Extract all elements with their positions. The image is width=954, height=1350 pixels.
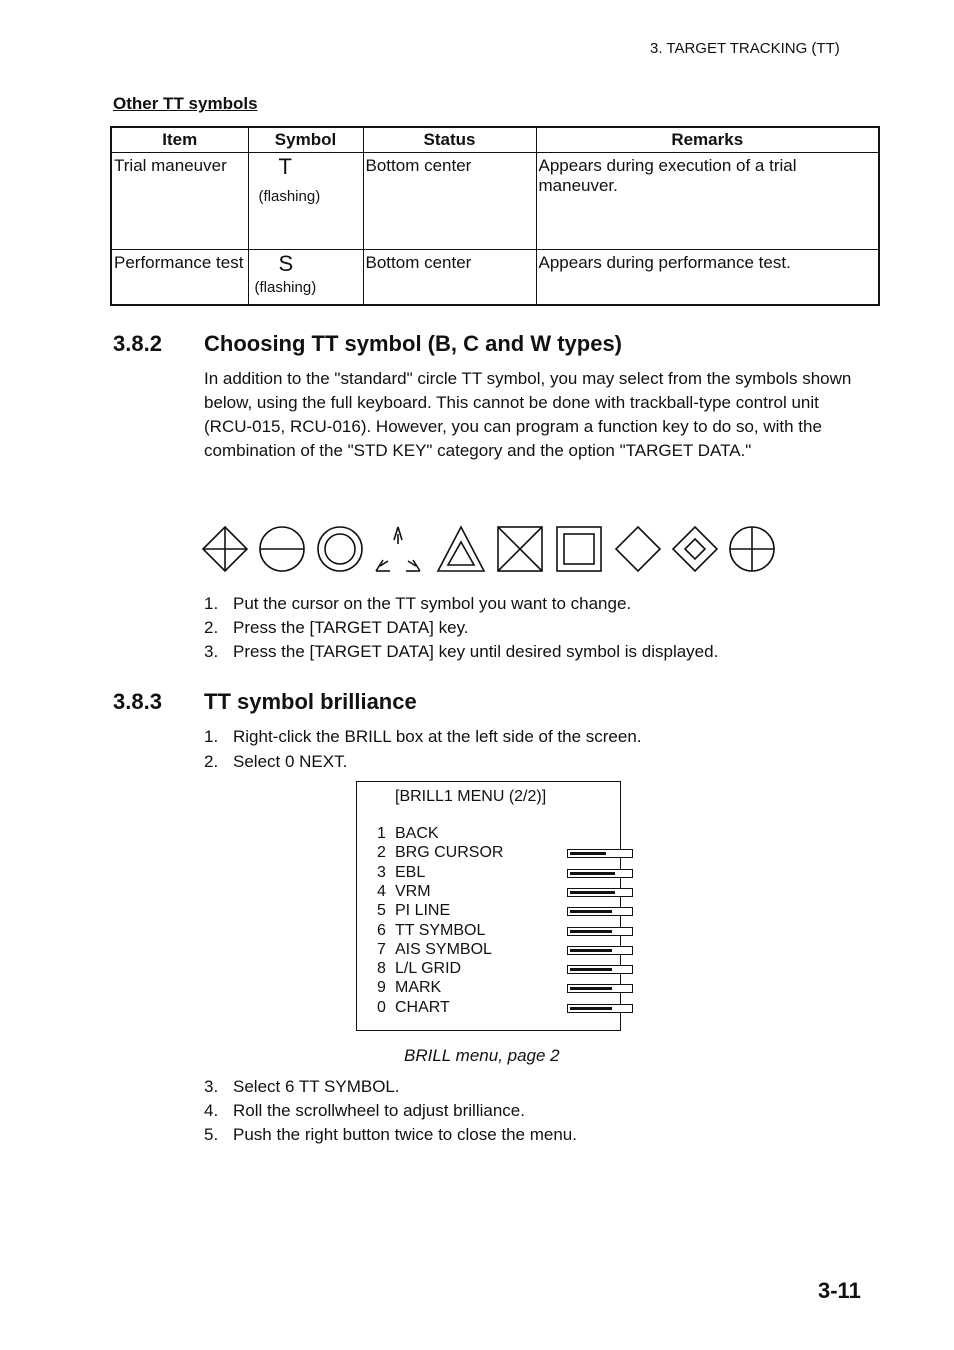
step-text: Select 6 TT SYMBOL. xyxy=(233,1077,400,1096)
step-text: Right-click the BRILL box at the left side of the screen. xyxy=(233,727,642,746)
brilliance-level-fill xyxy=(570,949,612,952)
brilliance-level-fill xyxy=(570,930,612,933)
menu-item-number: 1 xyxy=(377,825,386,842)
menu-item-number: 0 xyxy=(377,998,386,1016)
cell-item: Trial maneuver xyxy=(111,153,248,250)
step-text: Put the cursor on the TT symbol you want to change. xyxy=(233,594,632,613)
double-diamond-icon xyxy=(673,527,717,571)
menu-item[interactable] xyxy=(377,922,617,941)
column-header-symbol: Symbol xyxy=(248,127,363,153)
menu-item-label: TT SYMBOL xyxy=(395,921,486,939)
step-text: Press the [TARGET DATA] key. xyxy=(233,618,469,637)
circle-cross-icon xyxy=(730,527,774,571)
menu-title: [BRILL1 MENU (2/2)] xyxy=(395,788,547,805)
section-number: 3.8.3 xyxy=(113,689,162,714)
menu-item[interactable] xyxy=(377,941,617,960)
menu-item[interactable] xyxy=(377,979,617,998)
cell-remarks: Appears during execution of a trial maneuver. xyxy=(536,153,879,250)
performance-test-symbol: S xyxy=(278,251,294,276)
brilliance-level-bar[interactable] xyxy=(567,907,633,916)
list-item xyxy=(204,1075,844,1099)
step-text: Push the right button twice to close the menu. xyxy=(233,1125,577,1144)
step-text: Roll the scrollwheel to adjust brilliance. xyxy=(233,1101,525,1120)
brilliance-level-bar[interactable] xyxy=(567,984,633,993)
menu-item-label: BACK xyxy=(395,825,439,842)
double-circle-icon xyxy=(318,527,362,571)
brilliance-level-fill xyxy=(570,852,606,855)
menu-item-number: 7 xyxy=(377,940,386,958)
brilliance-level-fill xyxy=(570,891,615,894)
list-item xyxy=(204,1099,844,1123)
brilliance-level-fill xyxy=(570,987,612,990)
brilliance-level-fill xyxy=(570,872,615,875)
step-number: 2. xyxy=(204,618,219,637)
menu-item[interactable] xyxy=(377,960,617,979)
double-triangle-icon xyxy=(438,527,484,571)
step-number: 2. xyxy=(204,752,219,771)
section-paragraph: In addition to the "standard" circle TT symbol, you may select from the symbols shown below, using the full keyboard. This cannot be done with trackball-type control unit (RCU-015, RCU-016). However, you can program a function key to do so, with the combination of the "STD KEY" category and the option "TARGET DATA." xyxy=(204,369,852,460)
table-header-row xyxy=(111,127,879,153)
section-title: TT symbol brilliance xyxy=(204,689,417,714)
step-number: 1. xyxy=(204,727,219,746)
list-item xyxy=(204,725,844,749)
menu-item-number: 4 xyxy=(377,882,386,900)
tt-symbol-choices xyxy=(200,524,780,576)
menu-item-label: EBL xyxy=(395,863,426,881)
steps-list-383a xyxy=(204,725,844,773)
brilliance-level-fill xyxy=(570,910,612,913)
steps-list-382 xyxy=(204,592,844,664)
menu-item[interactable] xyxy=(377,825,617,844)
triangle-corners-icon xyxy=(376,527,420,571)
step-number: 1. xyxy=(204,594,219,613)
menu-item-number: 6 xyxy=(377,921,386,939)
square-x-icon xyxy=(498,527,542,571)
brilliance-level-bar[interactable] xyxy=(567,869,633,878)
menu-item[interactable] xyxy=(377,999,617,1018)
table-title: Other TT symbols xyxy=(113,94,258,113)
list-item xyxy=(204,1123,844,1147)
section-number: 3.8.2 xyxy=(113,331,162,356)
column-header-item: Item xyxy=(111,127,248,153)
menu-item-number: 9 xyxy=(377,979,386,997)
menu-item-label: L/L GRID xyxy=(395,960,462,978)
list-item xyxy=(204,616,844,640)
cell-symbol xyxy=(248,250,363,306)
other-tt-symbols-table xyxy=(110,126,880,306)
brill-menu xyxy=(356,781,621,1031)
brilliance-level-fill xyxy=(570,968,612,971)
cell-remarks: Appears during performance test. xyxy=(536,250,879,306)
page-number: 3-11 xyxy=(818,1278,861,1303)
circle-horizontal-line-icon xyxy=(260,527,304,571)
menu-item-label: BRG CURSOR xyxy=(395,844,504,862)
column-header-status: Status xyxy=(363,127,536,153)
brilliance-level-bar[interactable] xyxy=(567,927,633,936)
step-text: Press the [TARGET DATA] key until desired symbol is displayed. xyxy=(233,642,719,661)
menu-item[interactable] xyxy=(377,844,617,863)
cell-status: Bottom center xyxy=(363,250,536,306)
table-row xyxy=(111,153,879,250)
brilliance-level-fill xyxy=(570,1007,612,1010)
menu-item-label: MARK xyxy=(395,979,442,997)
brilliance-level-bar[interactable] xyxy=(567,1004,633,1013)
diamond-icon xyxy=(616,527,660,571)
running-header: 3. TARGET TRACKING (TT) xyxy=(650,40,840,57)
list-item xyxy=(204,592,844,616)
menu-item-label: PI LINE xyxy=(395,902,451,920)
trial-maneuver-symbol: T xyxy=(278,154,292,179)
brilliance-level-bar[interactable] xyxy=(567,849,633,858)
menu-item[interactable] xyxy=(377,883,617,902)
menu-item[interactable] xyxy=(377,902,617,921)
menu-item-number: 8 xyxy=(377,960,386,978)
menu-item-number: 2 xyxy=(377,844,386,862)
section-title: Choosing TT symbol (B, C and W types) xyxy=(204,331,622,356)
brilliance-level-bar[interactable] xyxy=(567,965,633,974)
steps-list-383b xyxy=(204,1075,844,1147)
menu-item-label: CHART xyxy=(395,998,450,1016)
menu-item[interactable] xyxy=(377,864,617,883)
menu-item-label: AIS SYMBOL xyxy=(395,940,492,958)
symbol-note: (flashing) xyxy=(254,279,317,296)
step-number: 4. xyxy=(204,1101,219,1120)
step-number: 3. xyxy=(204,1077,219,1096)
diamond-cross-icon xyxy=(203,527,247,571)
table-row xyxy=(111,250,879,306)
menu-item-number: 3 xyxy=(377,863,386,881)
list-item xyxy=(204,750,844,774)
brilliance-level-bar[interactable] xyxy=(567,946,633,955)
column-header-remarks: Remarks xyxy=(536,127,879,153)
symbol-note: (flashing) xyxy=(258,188,321,205)
menu-item-number: 5 xyxy=(377,902,386,920)
brilliance-level-bar[interactable] xyxy=(567,888,633,897)
step-number: 5. xyxy=(204,1125,219,1144)
cell-item: Performance test xyxy=(111,250,248,306)
menu-item-label: VRM xyxy=(395,882,431,900)
list-item xyxy=(204,640,844,664)
step-number: 3. xyxy=(204,642,219,661)
figure-caption: BRILL menu, page 2 xyxy=(404,1046,560,1065)
step-text: Select 0 NEXT. xyxy=(233,752,348,771)
cell-status: Bottom center xyxy=(363,153,536,250)
cell-symbol xyxy=(248,153,363,250)
double-square-icon xyxy=(557,527,601,571)
